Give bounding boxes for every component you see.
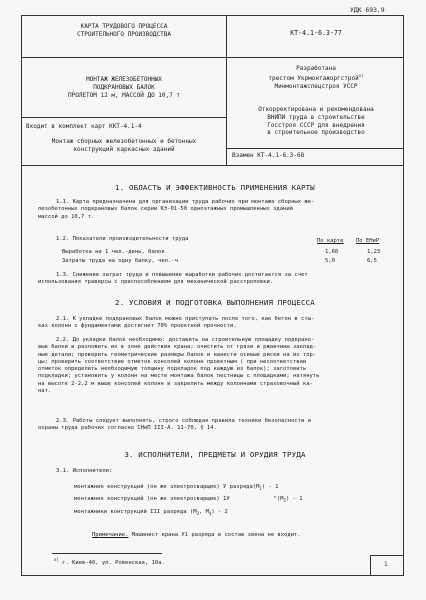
worker-1-tail: ) - 1 [261,484,279,490]
worker-2 [74,496,303,503]
note-text: Машинист крана У1 разряда в состав звена не входит. [131,532,301,538]
worker-1-sub: 1 [259,486,262,492]
paragraph-2-2 [38,337,396,395]
p31-text: Исполнители: [72,468,113,474]
p23-number: 2.3. [56,418,70,424]
p12-number: 1.2. [56,236,70,242]
p22-line-5: отметок определить необходимую толщину подкладок под каждую из балок); заготовить [38,366,307,372]
worker-3-text: монтажники конструкций III разряда (М [74,509,197,515]
footnote-text: г. Киев-40, ул. Ровенская, 10а. [62,559,165,566]
developer-line-1: Разработана [296,65,336,72]
p22-line-6: подкладки; установить у колонн на месте монтажа балок лестницы с площадками; натянуть [38,373,320,380]
footnote-mark: x) [54,557,59,562]
work-title-line-1: МОНТАЖ ЖЕЛЕЗОБЕТОННЫХ [86,76,162,83]
developer-footnote-mark: x) [358,72,364,78]
productivity-row-2-norm: 6,5 [367,258,377,264]
work-title-line-3: ПРОЛЕТОМ 12 м, МАССОЙ ДО 10,7 т [68,91,180,99]
approval-line-3: Госстроя СССР для внедрения [267,121,365,129]
productivity-row-2-label: Затраты труда на одну балку, чел.-ч [62,258,178,264]
p31-number: 3.1. [56,468,70,474]
productivity-row-1-card: 1,60 [325,249,339,255]
p23-line-1-text: Работы следует выполнять, строго соблюдая правила техники безопасности и [72,418,311,424]
included-in-set: Входит в комплект карт ККТ-4.1-4 [26,123,142,130]
worker-3-sub2: 4 [208,511,212,517]
p21-line-1 [38,316,396,323]
header-right-divider-2 [226,148,404,149]
approval [230,106,402,137]
page-number: 1 [384,561,388,568]
page-frame-bottom [21,575,404,576]
productivity-row-1-norm: 1,23 [367,249,381,255]
worker-2-sub: 2 [283,498,286,504]
p22-line-2: вые балки и разложить их в зоне действия крана; очистить от грязи и ржавчины заклад- [38,344,317,351]
p21-line-2: ках колонн с фундаментами достигнет 70% проектной прочности. [38,323,237,330]
footnote [54,557,165,567]
worker-2-tail: ) - 1 [286,496,303,502]
header-left-divider-2 [21,117,226,118]
p22-line-7: на высоте 2-2,2 м выше консолей колонн и закрепить между колоннами страховочный ка- [38,380,313,387]
worker-3-tail2: , М [198,509,209,515]
p22-line-4: цы; проверить соответствие отметок консолей колонн проектным ( при несоответствии [38,358,307,365]
paragraph-2-3 [38,418,396,433]
p11-number: 1.1. [56,199,70,205]
p11-line-2: лезобетонных подкрановых балок серии КЭ-01-50 одноэтажных промышленных зданий [38,206,293,213]
series-title-line-2: СТРОИТЕЛЬНОГО ПРОИЗВОДСТВА [77,30,171,38]
productivity-row-2-card: 5,0 [325,258,335,264]
worker-3-sub: 3 [196,511,199,517]
developer [230,65,402,90]
section-1-heading: 1. ОБЛАСТЬ И ЭФФЕКТИВНОСТЬ ПРИМЕНЕНИЯ КАРТЫ [115,183,315,192]
p21-number: 2.1. [56,316,70,322]
approval-line-2: ВНИПИ труда в строительстве [267,113,365,121]
paragraph-3-1 [56,468,112,475]
paragraph-1-3 [38,272,396,287]
note [92,532,301,539]
worker-1 [74,484,278,491]
p21-line-1-text: К укладке подкрановых балок можно приступать после того, как бетон в сты- [72,316,315,322]
p13-line-2: использования траверсы с приспособлением для механической расстроповки. [38,279,274,286]
replaces: Взамен КТ-4.1-6.3-68 [232,152,305,159]
page-box-top [370,555,404,556]
developer-line-2 [230,73,402,83]
complex-title [24,138,224,154]
worker-3 [74,509,228,516]
header-right-divider-1 [226,57,404,58]
udk-code: УДК 693.9 [350,6,385,14]
work-title [24,76,224,99]
worker-2-text: монтажник конструкций (он же электросварщик) 1У [74,496,230,502]
note-label: Примечание. [92,532,129,538]
p23-line-2: охраны труда рабочих согласно СНиП III-А. 11-70, § 14. [38,425,217,432]
header-frame-top [21,15,404,16]
header-vertical-divider [226,15,227,165]
header-bottom-line [21,165,404,166]
complex-line-2: конструкций каркасных зданий [73,145,175,153]
section-3-heading: 3. ИСПОЛНИТЕЛИ, ПРЕДМЕТЫ И ОРУДИЯ ТРУДА [124,450,306,459]
approval-line-4: в строительное производство [267,129,365,137]
approval-line-1: Откорректирована и рекомендована [258,106,374,113]
p12-text: Показатели производительности труда [72,236,189,242]
worker-2-paren: "(М [273,496,284,502]
header-frame-left [21,15,22,575]
series-title [24,23,224,39]
productivity-col-norm: По ЕНиР [356,238,380,244]
worker-1-text: монтажник конструкций (он же электросварщик) У разряда(М [74,484,260,490]
p22-line-8: нат. [38,387,52,394]
paragraph-2-1 [38,316,396,331]
paragraph-1-1 [38,199,396,221]
p22-line-1-text: До укладки балок необходимо: доставить на строительную площадку подкрано- [72,337,315,343]
footnote-rule [52,553,162,554]
worker-3-tail: ) - 2 [211,509,228,515]
p11-line-1-text: Карта предназначена для организации труда рабочих при монтаже сборных же- [72,199,315,205]
p22-number: 2.2. [56,337,70,343]
complex-line-1: Монтаж сборных железобетонных и бетонных [51,138,197,145]
work-title-line-2: ПОДКРАНОВЫХ БАЛОК [93,83,155,91]
p22-line-3: ные детали; проверить геометрические размеры балок и нанести осевые риски на их тор- [38,351,317,358]
productivity-row-1-label: Выработка на 1 чел.-день, балок [62,249,165,255]
header-left-divider-1 [21,57,226,58]
page-box-left [370,555,371,575]
header-frame-right [403,15,404,575]
p11-line-3: массой до 10,7 т. [38,213,95,220]
p13-line-1-text: Снижение затрат труда и повышение выработки рабочих достигается за счет [72,272,308,278]
developer-line-3: Минмонтажспецстроя УССР [274,82,358,90]
developer-line-2-text: трестом Укрмонтажоргстрой [268,74,359,82]
productivity-col-card: По карте [317,238,344,244]
p13-number: 1.3. [56,272,70,278]
series-title-line-1: КАРТА ТРУДОВОГО ПРОЦЕССА [80,23,168,30]
card-code: КТ-4.1-6.3-77 [290,29,342,37]
section-2-heading: 2. УСЛОВИЯ И ПОДГОТОВКА ВЫПОЛНЕНИЯ ПРОЦЕССА [115,298,315,307]
